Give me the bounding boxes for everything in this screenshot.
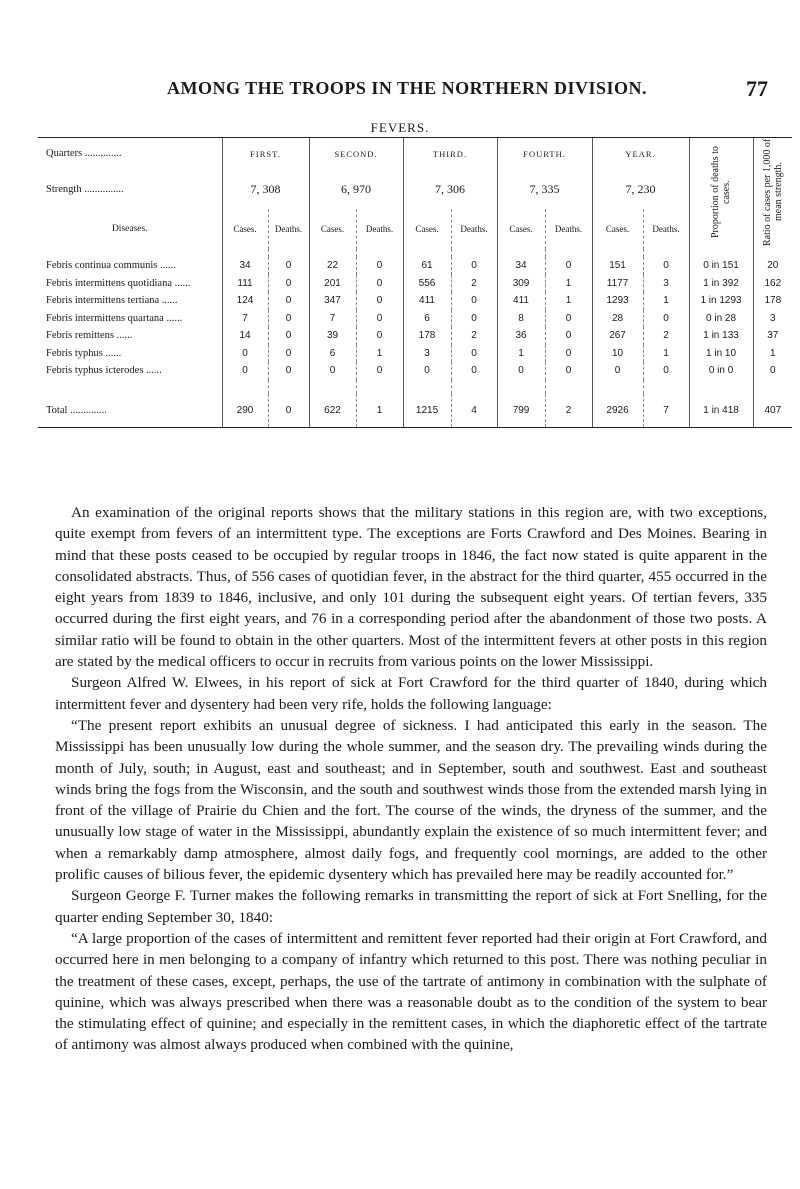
disease-name: Febris intermittens quotidiana ......: [46, 277, 191, 289]
cases-cell: 124: [222, 292, 268, 310]
ratio-cell: 0: [753, 362, 792, 380]
table-row: [38, 292, 792, 310]
proportion-cell: 0 in 151: [689, 257, 753, 275]
cases-cell: 0: [592, 362, 643, 380]
ratio-cell: 162: [753, 275, 792, 293]
deaths-cell: 0: [268, 275, 309, 293]
quarter-header-fourth: FOURTH.: [497, 138, 592, 170]
deaths-cell: 0: [545, 345, 592, 363]
cases-cell: 290: [222, 394, 268, 428]
disease-name: Febris typhus ......: [46, 347, 122, 359]
strength-row: [38, 169, 792, 209]
cases-cell: 1177: [592, 275, 643, 293]
deaths-cell: 1: [356, 345, 403, 363]
quarter-header-first: FIRST.: [222, 138, 309, 170]
deaths-cell: 0: [356, 275, 403, 293]
deaths-cell: 0: [643, 257, 689, 275]
cases-header: Cases.: [222, 209, 268, 249]
cases-cell: 622: [309, 394, 356, 428]
deaths-cell: 0: [356, 327, 403, 345]
proportion-header: Proportion of deaths to cases.: [689, 138, 753, 250]
cases-cell: 39: [309, 327, 356, 345]
quarters-row: [38, 138, 792, 170]
cases-cell: 10: [592, 345, 643, 363]
quarter-header-year: YEAR.: [592, 138, 689, 170]
deaths-cell: 0: [268, 362, 309, 380]
ratio-cell: 178: [753, 292, 792, 310]
deaths-cell: 7: [643, 394, 689, 428]
cases-cell: 7: [222, 310, 268, 328]
cases-cell: 0: [222, 362, 268, 380]
cases-cell: 1293: [592, 292, 643, 310]
cases-cell: 267: [592, 327, 643, 345]
deaths-cell: 0: [268, 292, 309, 310]
disease-name: Febris intermittens tertiana ......: [46, 295, 178, 307]
cases-cell: 151: [592, 257, 643, 275]
deaths-cell: 2: [643, 327, 689, 345]
cases-cell: 411: [403, 292, 451, 310]
deaths-cell: 0: [356, 362, 403, 380]
strength-first: 7, 308: [222, 169, 309, 209]
paragraph: Surgeon Alfred W. Elwees, in his report of sick at Fort Crawford for the third quarter of 1840, during which intermittent fever and dysentery had been very rife, holds the following language:: [55, 674, 767, 713]
deaths-cell: 0: [356, 257, 403, 275]
deaths-cell: 3: [643, 275, 689, 293]
deaths-cell: 0: [268, 394, 309, 428]
ratio-cell: 20: [753, 257, 792, 275]
cases-cell: 1215: [403, 394, 451, 428]
deaths-header: Deaths.: [356, 209, 403, 249]
ratio-cell: 3: [753, 310, 792, 328]
table-row: [38, 310, 792, 328]
cases-cell: 1: [497, 345, 545, 363]
paragraph: “The present report exhibits an unusual degree of sickness. I had anticipated this early in the season. The Mississippi has been unusually low during the whole summer, and the season dry. The prevailing winds during the month of July, south; in August, east and southeast; and in September, south and southwest. East and southeast winds bring the fogs from the Wisconsin, and the south and southwest winds those from the extended marsh lying in front of the village of Prairie du Chien and the fort. The course of the winds, the dryness of the summer, and the unusually low stage of water in the Mississippi, abundantly explain the existence of so much intermittent fever; and when a remarkably damp atmosphere, almost daily fogs, and frequently cool mornings, are added to the other prolific causes of bilious fever, the epidemic dysentery which has prevailed here may be readily accounted for.”: [55, 716, 767, 884]
cases-cell: 8: [497, 310, 545, 328]
deaths-cell: 1: [643, 292, 689, 310]
disease-name: Febris intermittens quartana ......: [46, 312, 183, 324]
table-title: FEVERS.: [370, 120, 430, 135]
deaths-cell: 0: [545, 327, 592, 345]
disease-name: Febris typhus icterodes ......: [46, 365, 162, 377]
deaths-cell: 0: [451, 362, 497, 380]
page-number: 77: [746, 76, 768, 101]
subheader-row: [38, 209, 792, 249]
fevers-table: [38, 137, 792, 428]
cases-header: Cases.: [497, 209, 545, 249]
proportion-cell: 1 in 10: [689, 345, 753, 363]
deaths-header: Deaths.: [268, 209, 309, 249]
table-row: [38, 345, 792, 363]
cases-cell: 0: [309, 362, 356, 380]
diseases-header: Diseases.: [111, 224, 148, 234]
cases-cell: 111: [222, 275, 268, 293]
cases-cell: 411: [497, 292, 545, 310]
deaths-cell: 0: [545, 257, 592, 275]
deaths-cell: 0: [451, 292, 497, 310]
spacer-row: [38, 380, 792, 394]
deaths-cell: 1: [545, 292, 592, 310]
paragraph: Surgeon George F. Turner makes the following remarks in transmitting the report of sick at Fort Snelling, for the quarter ending September 30, 1840:: [55, 887, 767, 926]
deaths-cell: 0: [643, 310, 689, 328]
paragraph: An examination of the original reports shows that the military stations in this region are, with two exceptions, quite exempt from fevers of an intermittent type. The exceptions are Forts Crawford and Des Moines. Bearing in mind that these posts ceased to be occupied by regular troops in 1846, the fact now stated is quite apparent in the consolidated abstracts. Thus, of 556 cases of quotidian fever, in the abstract for the third quarter, 455 occurred in the eight years from 1839 to 1846, inclusive, and only 101 during the subsequent eight years. Of tertian fevers, 335 occurred during the first eight years, and 76 in a corresponding period after the abandonment of those two posts. A similar ratio will be found to obtain in the other quarters. Most of the intermittent fevers at other posts in this region are stated by the medical officers to occur in recruits from various points on the lower Mississippi.: [55, 504, 767, 671]
deaths-cell: 0: [451, 310, 497, 328]
deaths-cell: 2: [451, 275, 497, 293]
deaths-cell: 0: [545, 310, 592, 328]
proportion-cell: 1 in 133: [689, 327, 753, 345]
total-row: [38, 394, 792, 428]
deaths-cell: 1: [545, 275, 592, 293]
cases-cell: 7: [309, 310, 356, 328]
ratio-cell: 37: [753, 327, 792, 345]
deaths-cell: 1: [643, 345, 689, 363]
page-header: [46, 78, 768, 104]
disease-name: Febris continua communis ......: [46, 260, 176, 272]
cases-header: Cases.: [309, 209, 356, 249]
deaths-cell: 0: [451, 257, 497, 275]
deaths-cell: 0: [643, 362, 689, 380]
cases-cell: 201: [309, 275, 356, 293]
deaths-cell: 0: [545, 362, 592, 380]
table-row: [38, 275, 792, 293]
deaths-cell: 0: [268, 345, 309, 363]
deaths-cell: 4: [451, 394, 497, 428]
cases-cell: 799: [497, 394, 545, 428]
table-row: [38, 362, 792, 380]
deaths-cell: 2: [545, 394, 592, 428]
ratio-header: Ratio of cases per 1,000 of mean strength.: [753, 138, 792, 250]
cases-header: Cases.: [403, 209, 451, 249]
deaths-cell: 1: [356, 394, 403, 428]
cases-cell: 6: [309, 345, 356, 363]
quarter-header-second: SECOND.: [309, 138, 403, 170]
cases-cell: 28: [592, 310, 643, 328]
deaths-cell: 0: [356, 292, 403, 310]
deaths-cell: 0: [356, 310, 403, 328]
cases-cell: 2926: [592, 394, 643, 428]
body-text: [55, 502, 767, 1056]
deaths-cell: 0: [451, 345, 497, 363]
proportion-cell: 0 in 28: [689, 310, 753, 328]
cases-cell: 3: [403, 345, 451, 363]
cases-cell: 309: [497, 275, 545, 293]
quarters-label: Quarters ..............: [38, 138, 222, 170]
cases-cell: 0: [497, 362, 545, 380]
proportion-cell: 0 in 0: [689, 362, 753, 380]
cases-header: Cases.: [592, 209, 643, 249]
cases-cell: 0: [403, 362, 451, 380]
strength-fourth: 7, 335: [497, 169, 592, 209]
cases-cell: 34: [222, 257, 268, 275]
running-title: AMONG THE TROOPS IN THE NORTHERN DIVISION.: [167, 78, 647, 98]
proportion-cell: 1 in 392: [689, 275, 753, 293]
deaths-header: Deaths.: [545, 209, 592, 249]
deaths-header: Deaths.: [451, 209, 497, 249]
proportion-cell: 1 in 418: [689, 394, 753, 428]
strength-year: 7, 230: [592, 169, 689, 209]
proportion-cell: 1 in 1293: [689, 292, 753, 310]
disease-name: Total ..............: [38, 394, 222, 428]
cases-cell: 6: [403, 310, 451, 328]
quarter-header-third: THIRD.: [403, 138, 497, 170]
deaths-header: Deaths.: [643, 209, 689, 249]
cases-cell: 347: [309, 292, 356, 310]
strength-second: 6, 970: [309, 169, 403, 209]
spacer-row: [38, 249, 792, 257]
paragraph: “A large proportion of the cases of intermittent and remittent fever reported had their origin at Fort Crawford, and occurred here in men belonging to a company of infantry which returned to this post. There was nothing peculiar in the treatment of these cases, except, perhaps, the use of the tartrate of antimony in combination with the sulphate of quinine, which was always prescribed when there was a reasonable doubt as to the condition of the system to bear the stimulating effect of quinine; and especially in the remittent cases, in which the diaphoretic effect of the tartrate of antimony was almost always produced when combined with the quinine,: [55, 929, 767, 1054]
strength-third: 7, 306: [403, 169, 497, 209]
cases-cell: 0: [222, 345, 268, 363]
cases-cell: 556: [403, 275, 451, 293]
deaths-cell: 2: [451, 327, 497, 345]
cases-cell: 36: [497, 327, 545, 345]
cases-cell: 61: [403, 257, 451, 275]
deaths-cell: 0: [268, 257, 309, 275]
cases-cell: 178: [403, 327, 451, 345]
ratio-cell: 407: [753, 394, 792, 428]
cases-cell: 22: [309, 257, 356, 275]
deaths-cell: 0: [268, 327, 309, 345]
cases-cell: 34: [497, 257, 545, 275]
deaths-cell: 0: [268, 310, 309, 328]
disease-name: Febris remittens ......: [46, 330, 133, 342]
strength-label: Strength ...............: [46, 183, 124, 195]
table-row: [38, 327, 792, 345]
cases-cell: 14: [222, 327, 268, 345]
table-row: [38, 257, 792, 275]
ratio-cell: 1: [753, 345, 792, 363]
